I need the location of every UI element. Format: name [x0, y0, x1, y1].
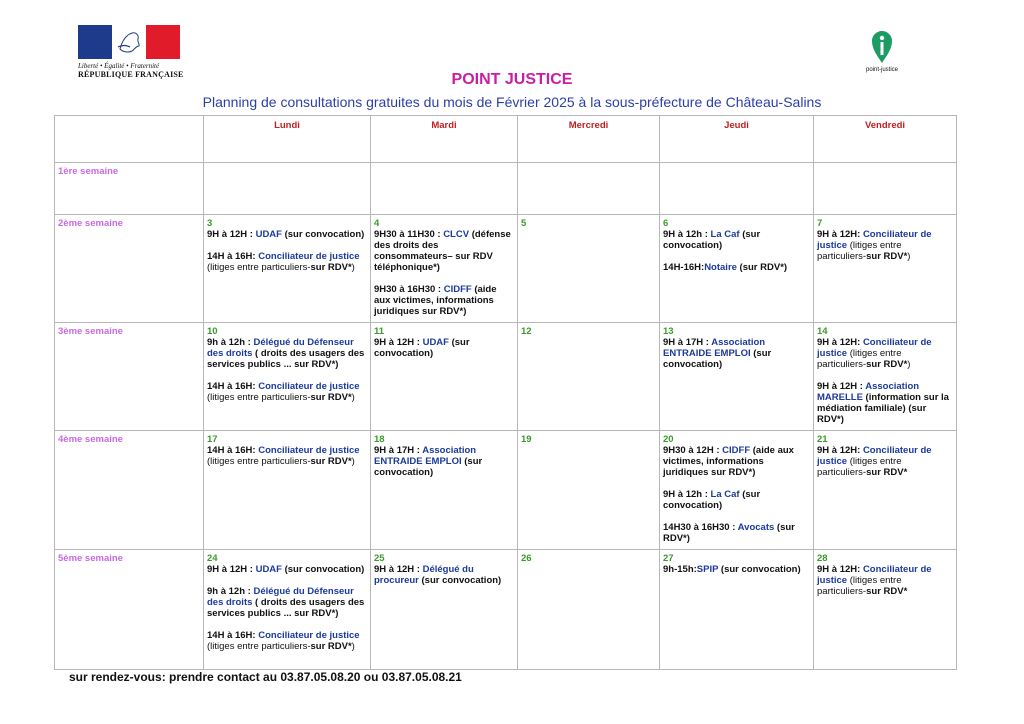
day-cell — [204, 323, 371, 431]
week-label: 5ème semaine — [55, 550, 204, 670]
day-header-mardi: Mardi — [371, 116, 518, 163]
consultation-entry — [817, 445, 953, 478]
marianne-profile-icon — [114, 27, 144, 57]
consultation-entry — [817, 564, 953, 597]
day-cell — [518, 550, 660, 670]
entry-gap — [207, 575, 367, 586]
date-number: 4 — [374, 218, 380, 229]
organization-name: UDAF — [255, 564, 282, 575]
consultation-entry — [207, 586, 367, 619]
entry-text: (litiges entre particuliers- — [817, 240, 902, 262]
page-subtitle: Planning de consultations gratuites du mois de Février 2025 à la sous-préfecture de Château-Salins — [202, 94, 822, 110]
day-cell — [371, 163, 518, 215]
entry-text: (sur convocation) — [663, 489, 761, 511]
week-label: 1ère semaine — [55, 163, 204, 215]
entry-text: 14H-16H: — [663, 262, 705, 273]
consultation-entry — [663, 489, 810, 511]
consultation-entry — [663, 522, 810, 544]
entry-text: (litiges entre particuliers- — [817, 456, 902, 478]
entry-gap — [663, 478, 810, 489]
corner-cell — [55, 116, 204, 163]
entry-text: sur RDV* — [310, 641, 352, 652]
day-cell — [814, 323, 957, 431]
entry-text: 9H à 12h : — [663, 229, 711, 240]
entry-text: (sur convocation) — [374, 337, 470, 359]
entry-text: ) — [907, 251, 911, 262]
day-cell — [660, 163, 814, 215]
entry-text: ( droits des usagers des services publics ... sur RDV*) — [207, 348, 365, 370]
entry-text: sur RDV* — [310, 262, 352, 273]
consultation-entry — [663, 229, 810, 251]
marianne-flag-icon — [78, 25, 180, 59]
week-label: 4ème semaine — [55, 431, 204, 550]
point-justice-logo — [862, 30, 902, 73]
organization-name: Conciliateur de justice — [258, 630, 360, 641]
day-cell — [660, 215, 814, 323]
date-number: 13 — [663, 326, 674, 337]
entry-text: ) — [351, 456, 355, 467]
point-justice-logo-text: point-justice — [865, 67, 898, 73]
day-cell — [660, 323, 814, 431]
schedule-body — [55, 163, 957, 670]
day-cell — [660, 550, 814, 670]
date-number: 10 — [207, 326, 218, 337]
entry-text: sur RDV* — [310, 392, 352, 403]
date-number: 12 — [521, 326, 532, 337]
day-cell — [814, 550, 957, 670]
consultation-entry — [207, 251, 367, 273]
date-number: 26 — [521, 553, 532, 564]
entry-text: 9H à 12H: — [817, 229, 863, 240]
entry-gap — [817, 370, 953, 381]
organization-name: Conciliateur de justice — [258, 251, 360, 262]
organization-name: Délégué du procureur — [374, 564, 474, 586]
entry-text: sur RDV* — [866, 251, 908, 262]
consultation-entry — [374, 284, 514, 317]
entry-text: (litiges entre particuliers- — [207, 641, 311, 652]
entry-gap — [374, 273, 514, 284]
consultation-entry — [374, 337, 514, 359]
republic-motto: Liberté • Égalité • Fraternité — [78, 62, 160, 70]
organization-name: Conciliateur de justice — [817, 229, 932, 251]
day-cell — [814, 215, 957, 323]
entry-text: 9H à 12h : — [663, 489, 711, 500]
week-label: 3ème semaine — [55, 323, 204, 431]
organization-name: Conciliateur de justice — [817, 564, 932, 586]
entry-text: sur RDV* — [866, 467, 908, 478]
day-cell — [371, 550, 518, 670]
entry-text: (aide aux victimes, informations juridiques sur RDV*) — [663, 445, 794, 478]
consultation-entry — [663, 445, 810, 478]
entry-text: (information sur la médiation familiale) (sur RDV*) — [817, 392, 949, 425]
organization-name: UDAF — [255, 229, 282, 240]
organization-name: CLCV — [443, 229, 470, 240]
organization-name: Conciliateur de justice — [817, 337, 932, 359]
entry-text: 14H à 16H: — [207, 630, 259, 641]
week-row — [55, 163, 957, 215]
entry-text: (sur RDV*) — [736, 262, 788, 273]
day-cell — [660, 431, 814, 550]
entry-text: (litiges entre particuliers- — [207, 392, 311, 403]
organization-name: CIDFF — [722, 445, 751, 456]
organization-name: Association MARELLE — [817, 381, 920, 403]
organization-name: La Caf — [710, 229, 740, 240]
entry-text: ) — [351, 392, 355, 403]
day-cell — [371, 431, 518, 550]
date-number: 18 — [374, 434, 385, 445]
day-header-mercredi: Mercredi — [518, 116, 660, 163]
entry-gap — [207, 240, 367, 251]
consultation-entry — [207, 229, 367, 240]
date-number: 11 — [374, 326, 385, 337]
day-cell — [814, 431, 957, 550]
republic-name: RÉPUBLIQUE FRANÇAISE — [78, 70, 184, 79]
entry-text: 9H à 17H : — [663, 337, 712, 348]
entry-gap — [207, 370, 367, 381]
entry-text: (sur convocation) — [663, 229, 761, 251]
consultation-entry — [817, 337, 953, 370]
date-number: 25 — [374, 553, 385, 564]
entry-text: (litiges entre particuliers- — [207, 456, 311, 467]
date-number: 7 — [817, 218, 823, 229]
day-cell — [371, 215, 518, 323]
days-header-row — [55, 116, 957, 163]
organization-name: Association ENTRAIDE EMPLOI — [663, 337, 766, 359]
date-number: 14 — [817, 326, 828, 337]
organization-name: SPIP — [696, 564, 719, 575]
organization-name: Notaire — [704, 262, 737, 273]
entry-text: 9H à 12H : — [374, 337, 423, 348]
consultation-entry — [663, 564, 810, 575]
entry-text: ) — [351, 262, 355, 273]
day-cell — [204, 550, 371, 670]
organization-name: Avocats — [737, 522, 775, 533]
entry-text: sur RDV* — [866, 586, 908, 597]
entry-text: 14H30 à 16H30 : — [663, 522, 738, 533]
entry-text: 9H30 à 12H : — [663, 445, 723, 456]
day-header-vendredi: Vendredi — [814, 116, 957, 163]
organization-name: La Caf — [710, 489, 740, 500]
entry-text: sur RDV* — [310, 456, 352, 467]
entry-text: sur RDV* — [866, 359, 908, 370]
date-number: 24 — [207, 553, 218, 564]
entry-gap — [207, 619, 367, 630]
week-row — [55, 215, 957, 323]
date-number: 3 — [207, 218, 213, 229]
organization-name: CIDFF — [443, 284, 472, 295]
day-cell — [518, 163, 660, 215]
entry-text: 14H à 16H: — [207, 381, 259, 392]
entry-text: ) — [351, 641, 355, 652]
organization-name: Conciliateur de justice — [817, 445, 932, 467]
consultation-entry — [207, 445, 367, 467]
week-label: 2ème semaine — [55, 215, 204, 323]
entry-text: 9H à 17H : — [374, 445, 423, 456]
date-number: 21 — [817, 434, 828, 445]
organization-name: Délégué du Défenseur des droits — [207, 586, 354, 608]
entry-text: 9H30 à 16H30 : — [374, 284, 444, 295]
entry-text: (litiges entre particuliers- — [817, 348, 902, 370]
entry-text: 9h à 12h : — [207, 586, 254, 597]
day-header-lundi: Lundi — [204, 116, 371, 163]
date-number: 20 — [663, 434, 674, 445]
entry-text: (sur convocation) — [418, 575, 502, 586]
entry-text: (sur convocation) — [718, 564, 801, 575]
consultation-entry — [817, 229, 953, 262]
entry-text: ( droits des usagers des services publics ... sur RDV*) — [207, 597, 365, 619]
entry-text: 14H à 16H: — [207, 445, 259, 456]
consultation-entry — [374, 445, 514, 478]
entry-text: (aide aux victimes, informations juridiques sur RDV*) — [374, 284, 497, 317]
consultation-entry — [207, 564, 367, 575]
entry-text: (sur convocation) — [374, 456, 483, 478]
entry-text: 9H à 12H: — [817, 337, 863, 348]
date-number: 27 — [663, 553, 674, 564]
contact-footer: sur rendez-vous: prendre contact au 03.87.05.08.20 ou 03.87.05.08.21 — [69, 670, 462, 684]
point-justice-icon — [870, 30, 894, 64]
entry-text: (sur convocation) — [663, 348, 772, 370]
entry-text: 9H à 12H : — [374, 564, 423, 575]
day-cell — [204, 215, 371, 323]
date-number: 19 — [521, 434, 532, 445]
schedule-table — [54, 115, 957, 670]
week-row — [55, 431, 957, 550]
entry-text: (défense des droits des consommateurs– sur RDV téléphonique*) — [374, 229, 511, 273]
entry-gap — [663, 511, 810, 522]
week-row — [55, 550, 957, 670]
entry-text: (litiges entre particuliers- — [207, 262, 311, 273]
day-cell — [518, 323, 660, 431]
date-number: 6 — [663, 218, 669, 229]
entry-text: 9H30 à 11H30 : — [374, 229, 444, 240]
entry-text: 9H à 12H: — [817, 445, 863, 456]
entry-text: 14H à 16H: — [207, 251, 259, 262]
entry-text: 9H à 12H: — [817, 564, 863, 575]
consultation-entry — [663, 262, 810, 273]
day-cell — [204, 163, 371, 215]
entry-text: (litiges entre particuliers- — [817, 575, 902, 597]
consultation-entry — [817, 381, 953, 425]
day-cell — [204, 431, 371, 550]
week-row — [55, 323, 957, 431]
entry-text: ) — [907, 359, 911, 370]
consultation-entry — [207, 381, 367, 403]
entry-text: 9h à 12h : — [207, 337, 254, 348]
date-number: 28 — [817, 553, 828, 564]
organization-name: UDAF — [422, 337, 449, 348]
entry-gap — [663, 251, 810, 262]
consultation-entry — [663, 337, 810, 370]
day-cell — [814, 163, 957, 215]
day-header-jeudi: Jeudi — [660, 116, 814, 163]
date-number: 5 — [521, 218, 527, 229]
entry-text: 9H à 12H : — [207, 229, 256, 240]
consultation-entry — [207, 630, 367, 652]
consultation-entry — [374, 564, 514, 586]
entry-text: 9H à 12H : — [817, 381, 866, 392]
entry-text: 9h-15h: — [663, 564, 697, 575]
entry-text: (sur convocation) — [281, 564, 365, 575]
consultation-entry — [374, 229, 514, 273]
organization-name: Association ENTRAIDE EMPLOI — [374, 445, 477, 467]
day-cell — [518, 215, 660, 323]
date-number: 17 — [207, 434, 218, 445]
organization-name: Conciliateur de justice — [258, 381, 360, 392]
page-title: POINT JUSTICE — [451, 71, 573, 88]
day-cell — [518, 431, 660, 550]
consultation-entry — [207, 337, 367, 370]
organization-name: Conciliateur de justice — [258, 445, 360, 456]
entry-text: (sur RDV*) — [663, 522, 795, 544]
entry-text: 9H à 12H : — [207, 564, 256, 575]
organization-name: Délégué du Défenseur des droits — [207, 337, 354, 359]
entry-text: (sur convocation) — [281, 229, 365, 240]
day-cell — [371, 323, 518, 431]
